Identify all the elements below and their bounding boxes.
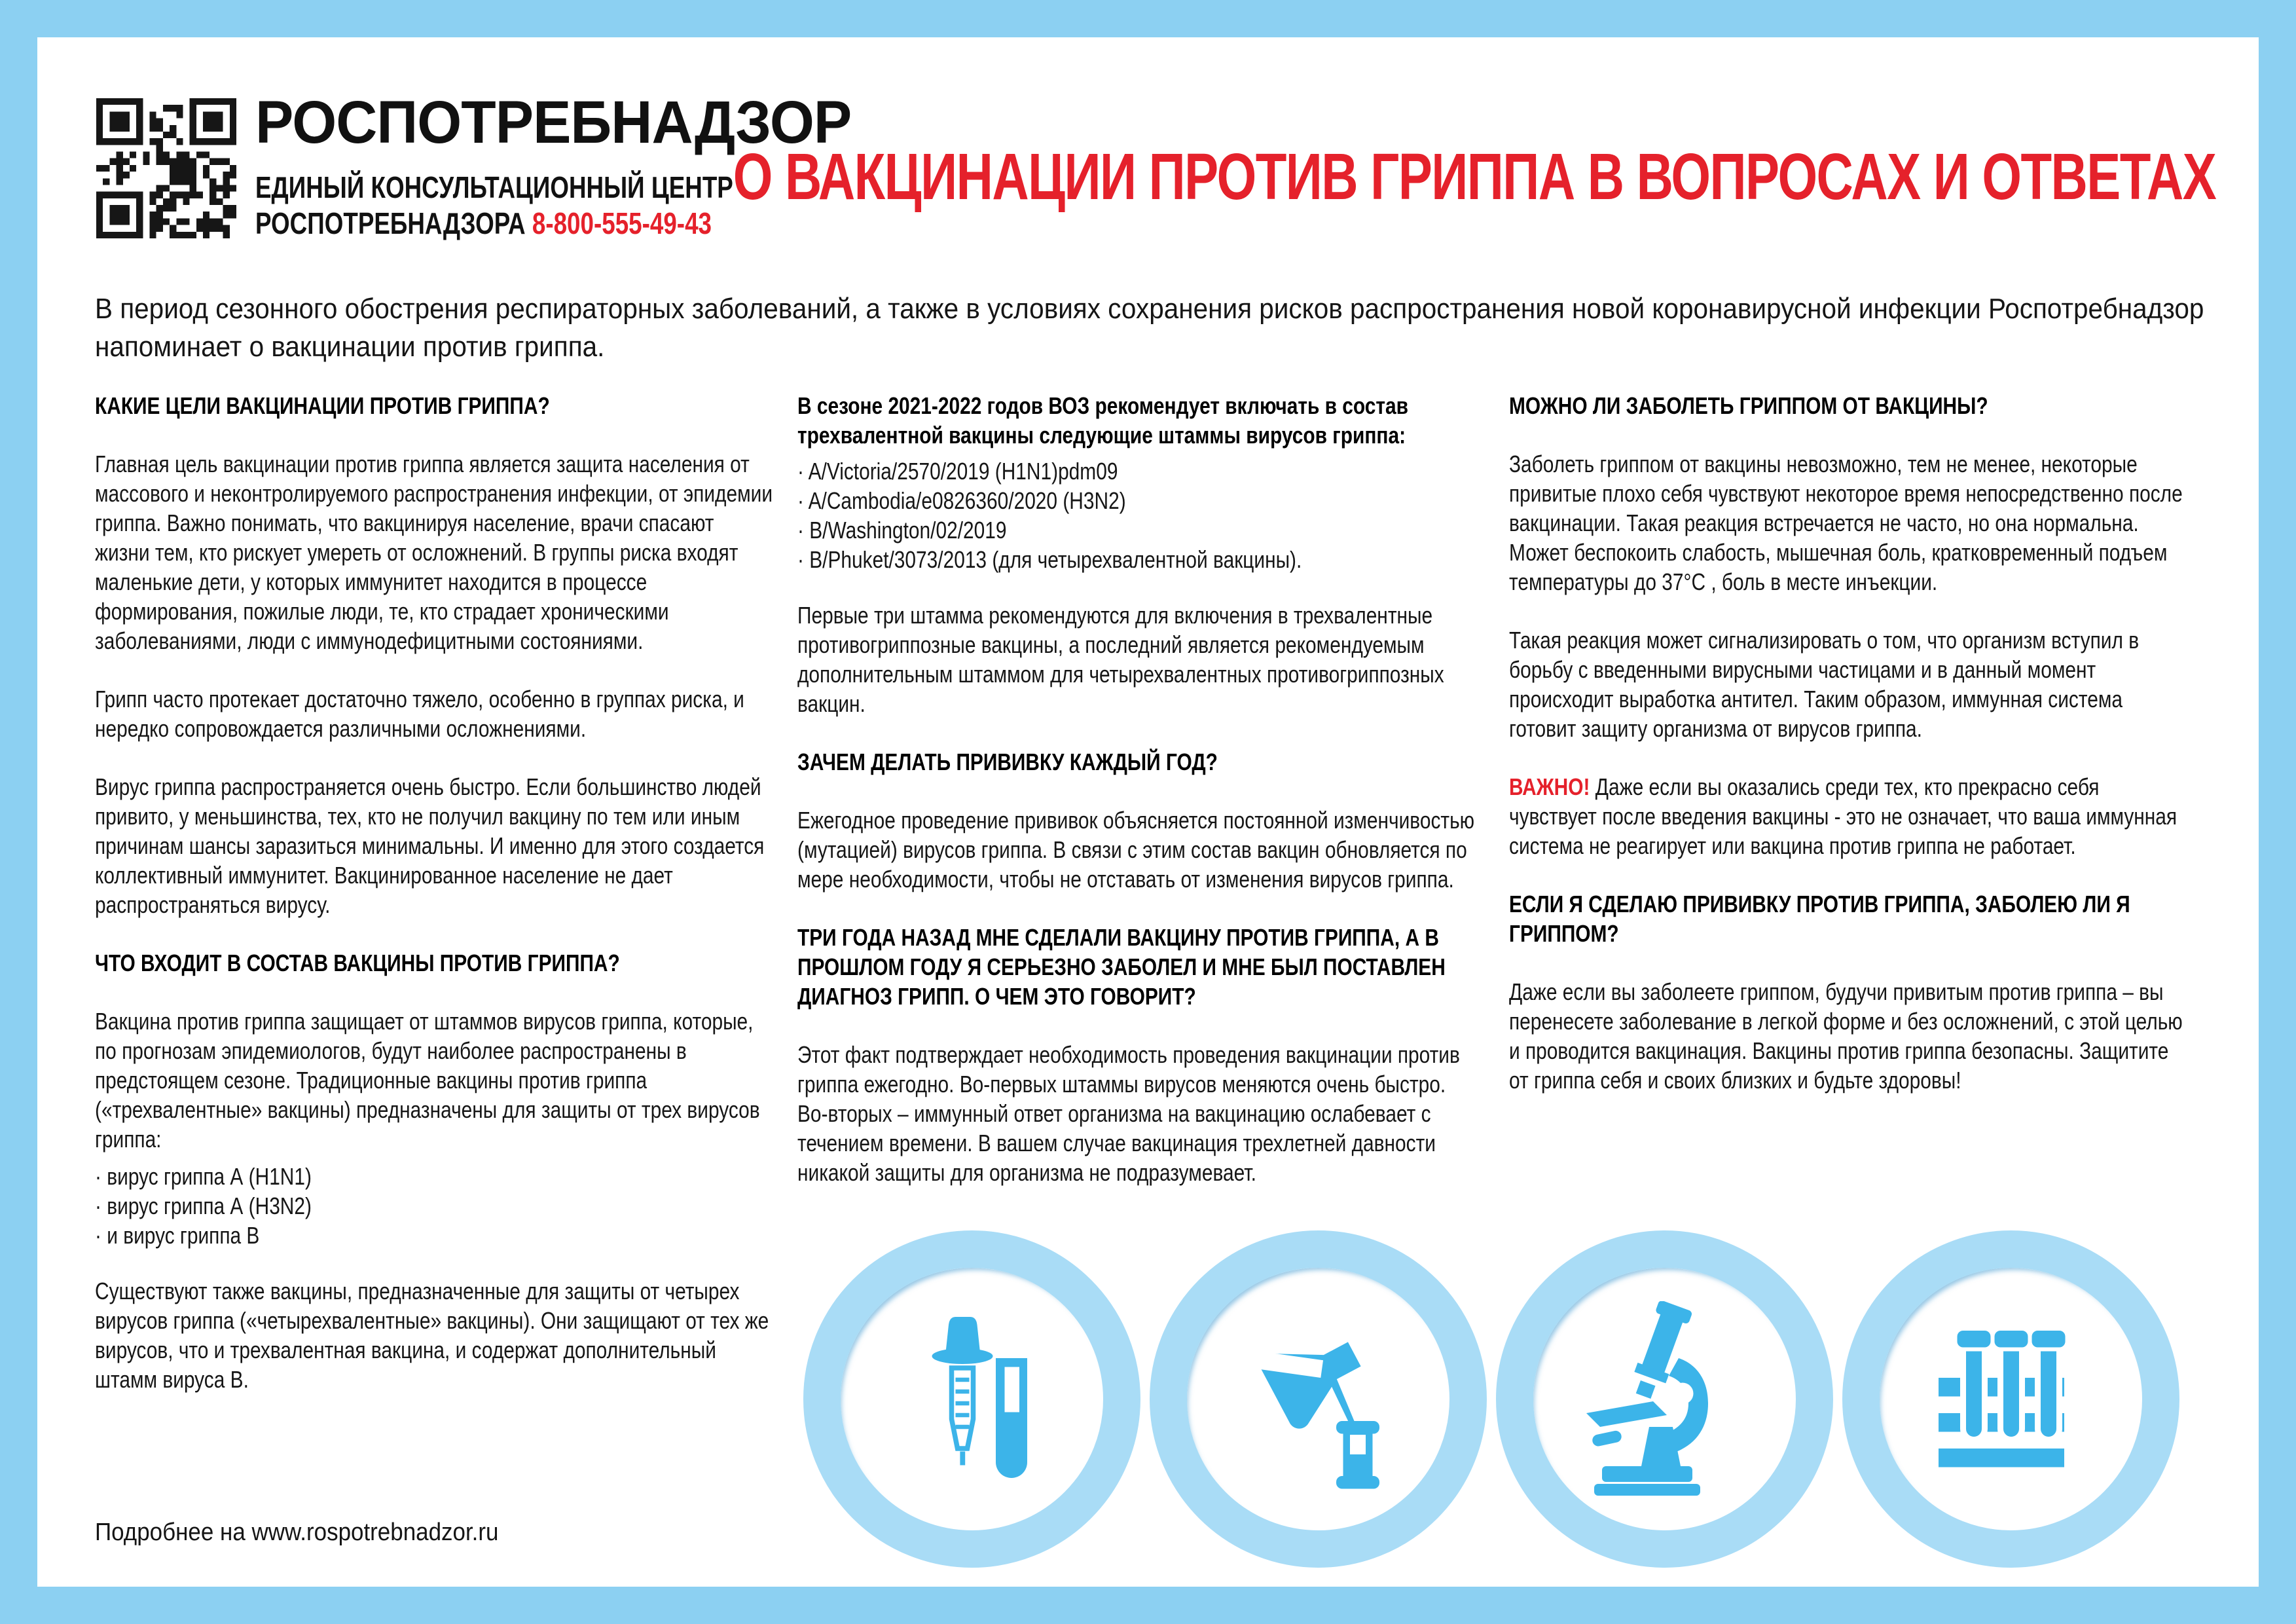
important-label: ВАЖНО! bbox=[1509, 773, 1590, 800]
consultation-center-org: РОСПОТРЕБНАДЗОРА bbox=[255, 206, 526, 240]
answer-paragraph: Вирус гриппа распространяется очень быстро. Если большинство людей привито, у меньшинства, тех, кто не получил вакцину по тем или иным причинам шансы заразиться минимальны. И именно для этого создается коллективный иммунитет. Вакцинированное население не дает распространяться вирусу. bbox=[95, 773, 765, 918]
question-heading: ЧТО ВХОДИТ В СОСТАВ ВАКЦИНЫ ПРОТИВ ГРИППА? bbox=[95, 950, 620, 976]
microscope-icon bbox=[1567, 1301, 1763, 1498]
page-title-text: О ВАКЦИНАЦИИ ПРОТИВ ГРИППА В ВОПРОСАХ И ОТВЕТАХ bbox=[733, 140, 2216, 213]
column-3 bbox=[1509, 391, 2187, 1124]
answer-paragraph: Заболеть гриппом от вакцины невозможно, тем не менее, некоторые привитые плохо себя чувствуют некоторое время непосредственно после вакцинации. Такая реакция встречается не часто, но она нормальна. Может беспокоить слабость, мышечная боль, кратковременный подъем температуры до 37°С , боль в месте инъекции. bbox=[1509, 451, 2183, 595]
icon-row bbox=[803, 1230, 2179, 1568]
bullet-item: · A/Cambodia/e0826360/2020 (H3N2) bbox=[797, 487, 1126, 514]
answer-paragraph: Ежегодное проведение прививок объясняется постоянной изменчивостью (мутацией) вирусов гриппа. В связи с этим состав вакцин обновляется по мере необходимости, чтобы не отставать от изменения вирусов гриппа. bbox=[797, 807, 1475, 893]
logo-title: РОСПОТРЕБНАДЗОР bbox=[255, 89, 852, 156]
virus-bullet-list bbox=[95, 1162, 773, 1250]
icon-circle-lab bbox=[1150, 1230, 1487, 1568]
bullet-item: · вирус гриппа А (H1N1) bbox=[95, 1163, 312, 1190]
poster-content bbox=[37, 37, 2259, 1587]
column-2 bbox=[797, 391, 1475, 1216]
bullet-item: · B/Phuket/3073/2013 (для четырехвалентной вакцины). bbox=[797, 546, 1302, 573]
dropper-and-test-tube-icon bbox=[874, 1301, 1070, 1498]
icon-circle-lab bbox=[1842, 1230, 2179, 1568]
flask-pouring-icon bbox=[1220, 1301, 1417, 1498]
intro-paragraph bbox=[95, 290, 2204, 366]
bullet-item: · A/Victoria/2570/2019 (H1N1)pdm09 bbox=[797, 458, 1118, 485]
consultation-center-line2 bbox=[255, 206, 733, 242]
qr-code-icon bbox=[96, 98, 236, 238]
column-1 bbox=[95, 391, 773, 1423]
answer-paragraph: Главная цель вакцинации против гриппа является защита населения от массового и неконтролируемого распространения инфекции, от эпидемии гриппа. Важно понимать, что вакцинируя население, врачи спасают жизни тем, кто рискует умереть от осложнений. В группы риска входят маленькие дети, у которых иммунитет находится в процессе формирования, пожилые люди, те, кто страдает хроническими заболеваниями, люди с иммунодефицитными состояниями. bbox=[95, 451, 773, 654]
question-heading: ЗАЧЕМ ДЕЛАТЬ ПРИВИВКУ КАЖДЫЙ ГОД? bbox=[797, 748, 1218, 775]
footer-note: Подробнее на www.rospotrebnadzor.ru bbox=[95, 1519, 499, 1546]
bullet-item: · и вирус гриппа В bbox=[95, 1222, 260, 1249]
question-heading: МОЖНО ЛИ ЗАБОЛЕТЬ ГРИППОМ ОТ ВАКЦИНЫ? bbox=[1509, 392, 1988, 419]
bullet-item: · вирус гриппа А (H3N2) bbox=[95, 1192, 312, 1219]
test-tube-rack-icon bbox=[1913, 1301, 2109, 1498]
who-recommendation-lead: В сезоне 2021-2022 годов ВОЗ рекомендует включать в состав трехвалентной вакцины следующие штаммы вирусов гриппа: bbox=[797, 392, 1409, 449]
consultation-center-line1: ЕДИНЫЙ КОНСУЛЬТАЦИОННЫЙ ЦЕНТР bbox=[255, 170, 733, 204]
important-text: Даже если вы оказались среди тех, кто прекрасно себя чувствует после введения вакцины - это не означает, что ваша иммунная система не реагирует или вакцина против гриппа не работает. bbox=[1509, 773, 2178, 859]
answer-paragraph: Первые три штамма рекомендуются для включения в трехвалентные противогриппозные вакцины, а последний является рекомендуемым дополнительным штаммом для четырехвалентных противогриппозных вакцин. bbox=[797, 602, 1444, 717]
consultation-center-block bbox=[255, 170, 733, 242]
answer-paragraph: Существуют также вакцины, предназначенные для защиты от четырех вирусов гриппа («четырехвалентные» вакцины). Они защищают от тех же вирусов, что и трехвалентная вакцина, и содержат дополнительный штамм вируса В. bbox=[95, 1278, 769, 1393]
strain-bullet-list bbox=[797, 456, 1475, 574]
intro-line1: В период сезонного обострения респираторных заболеваний, а также в условиях сохранения рисков распространения новой коронавирусной инфекции Роспотребнадзор bbox=[95, 293, 2204, 325]
icon-circle-lab bbox=[1496, 1230, 1833, 1568]
bullet-item: · B/Washington/02/2019 bbox=[797, 517, 1007, 544]
question-heading: ЕСЛИ Я СДЕЛАЮ ПРИВИВКУ ПРОТИВ ГРИППА, ЗАБОЛЕЮ ЛИ Я ГРИППОМ? bbox=[1509, 891, 2130, 947]
question-heading: ТРИ ГОДА НАЗАД МНЕ СДЕЛАЛИ ВАКЦИНУ ПРОТИВ ГРИППА, А В ПРОШЛОМ ГОДУ Я СЕРЬЕЗНО ЗАБОЛЕЛ И МНЕ БЫЛ ПОСТАВЛЕН ДИАГНОЗ ГРИПП. О ЧЕМ ЭТО ГОВОРИТ? bbox=[797, 924, 1446, 1010]
page-title bbox=[728, 139, 2221, 215]
answer-paragraph: Даже если вы заболеете гриппом, будучи привитым против гриппа – вы перенесете заболевание в легкой форме и без осложнений, с этой целью и проводится вакцинация. Вакцины против гриппа безопасны. Защитите от гриппа себя и своих близких и будьте здоровы! bbox=[1509, 978, 2183, 1094]
answer-paragraph: Этот факт подтверждает необходимость проведения вакцинации против гриппа ежегодно. Во-первых штаммы вирусов меняются очень быстро. Во-вторых – иммунный ответ организма на вакцинацию ослабевает с течением времени. В вашем случае вакцинация трехлетней давности никакой защиты для организма не подразумевает. bbox=[797, 1041, 1460, 1186]
hotline-phone: 8-800-555-49-43 bbox=[532, 206, 712, 240]
question-heading: КАКИЕ ЦЕЛИ ВАКЦИНАЦИИ ПРОТИВ ГРИППА? bbox=[95, 392, 550, 419]
important-paragraph bbox=[1509, 772, 2187, 860]
icon-circle-lab bbox=[803, 1230, 1140, 1568]
intro-line2: напоминает о вакцинации против гриппа. bbox=[95, 331, 605, 363]
answer-paragraph: Вакцина против гриппа защищает от штаммов вирусов гриппа, которые, по прогнозам эпидемиологов, будут наиболее распространены в предстоящем сезоне. Традиционные вакцины против гриппа («трехвалентные» вакцины) предназначены для защиты от трех вирусов гриппа: bbox=[95, 1008, 760, 1153]
answer-paragraph: Такая реакция может сигнализировать о том, что организм вступил в борьбу с введенными вирусными частицами и в данный момент происходит выработка антител. Таким образом, иммунная система готовит защиту организма от вирусов гриппа. bbox=[1509, 627, 2140, 742]
answer-paragraph: Грипп часто протекает достаточно тяжело, особенно в группах риска, и нередко сопровождается различными осложнениями. bbox=[95, 686, 744, 742]
